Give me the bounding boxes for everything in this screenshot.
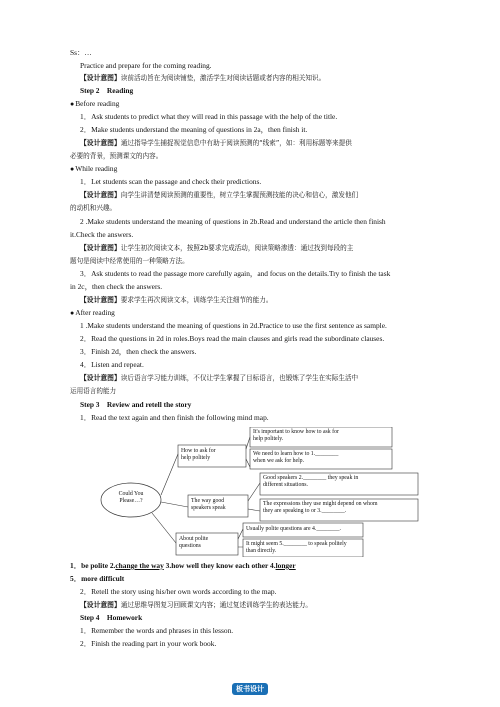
leaf-text-3: Good speakers 2.________ they speak in different situations. <box>263 475 359 488</box>
design-intent-4 <box>80 243 448 253</box>
before-reading-label: Before reading <box>75 99 120 108</box>
board-design-badge: 板书设计 <box>232 683 268 695</box>
design-text: 向学生讲清楚阅读预测的重要性，树立学生掌握预测技能的决心和信心，激发他们 <box>120 191 359 199</box>
design-text-cont: 必要的背景，预测课文的内容。 <box>70 152 163 160</box>
design-intent-3 <box>80 190 448 200</box>
text-line: 2．Make students understand the meaning of questions in 2a，then finish it. <box>80 125 308 134</box>
center-node: Could You Please…? <box>118 491 144 504</box>
branch-polite-questions: About polite questions <box>179 536 209 549</box>
design-text: 通过指导学生捕捉视觉信息中有助于阅读预测的“线索”，如：利用标题等来提供 <box>120 139 352 147</box>
text-line: 1．Let students scan the passage and check their predictions. <box>80 177 262 186</box>
text-line: 3．Ask students to read the passage more carefully again，and focus on the details.Try to finish the task <box>80 269 391 278</box>
text-line: in 2c，then check the answers. <box>70 282 163 291</box>
leaf-text-6: It might seem 5.________ to speak politely than directly. <box>246 541 347 554</box>
text-line: 2 .Make students understand the meaning of questions in 2b.Read and understand the article then finish <box>80 217 386 226</box>
design-tag: 【设计意图】 <box>80 244 121 252</box>
leaf-text-5: Usually polite questions are 4.________. <box>246 526 341 532</box>
step-4-heading: Step 4 Homework <box>80 613 143 622</box>
design-tag: 【设计意图】 <box>80 374 121 382</box>
text-line: 1 .Make students understand the meaning of questions in 2d.Practice to use the first sentence as sample. <box>80 321 387 330</box>
leaf-text-2: We need to learn how to 1.________ when we ask for help. <box>253 451 339 464</box>
answer-underlined: change the way <box>115 561 164 570</box>
text-line: 1．Remember the words and phrases in this lesson. <box>80 626 234 635</box>
design-text-cont: 运用语言的能力 <box>70 387 117 395</box>
design-text: 通过思维导图复习回顾课文内容；通过复述训练学生的表达能力。 <box>120 601 312 609</box>
text-line: 4．Listen and repeat. <box>80 360 144 369</box>
design-tag: 【设计意图】 <box>80 74 121 82</box>
text-line: 3．Finish 2d，then check the answers. <box>80 347 197 356</box>
design-intent-6 <box>80 373 448 383</box>
design-intent-7 <box>80 600 448 610</box>
branch-good-speakers: The way good speakers speak <box>191 498 226 511</box>
text-line: it.Check the answers. <box>70 230 134 239</box>
design-text-cont: 题句是阅读中经常使用的一种策略方法。 <box>70 257 189 265</box>
design-tag: 【设计意图】 <box>80 139 121 147</box>
design-intent-5 <box>80 295 448 305</box>
answer-underlined: longer <box>275 561 296 570</box>
design-text: 读前活动旨在为阅读铺垫，激活学生对阅读话题或者内容的相关知识。 <box>120 74 326 82</box>
while-reading-heading <box>70 164 448 174</box>
design-tag: 【设计意图】 <box>80 601 121 609</box>
text-line: Practice and prepare for the coming reading. <box>80 61 212 70</box>
step-3-heading: Step 3 Review and retell the story <box>80 400 192 409</box>
leaf-text-1: It's important to know how to ask for help politely. <box>253 429 339 442</box>
after-reading-heading <box>70 308 448 318</box>
design-text-cont: 的动机和兴趣。 <box>70 204 117 212</box>
text-line: 2．Read the questions in 2d in roles.Boys read the main clauses and girls read the subordinate clauses. <box>80 334 385 343</box>
design-intent-2 <box>80 138 448 148</box>
answer-text: 3.how well they know each other 4. <box>163 561 276 570</box>
answers-line-1 <box>70 561 448 571</box>
text-line: 2．Retell the story using his/her own words according to the map. <box>80 587 277 596</box>
text-line: 2．Finish the reading part in your work book. <box>80 639 217 648</box>
design-text: 读后语言学习能力训练，不仅让学生掌握了目标语言，也锻炼了学生在实际生活中 <box>120 374 359 382</box>
while-reading-label: While reading <box>75 164 118 173</box>
after-reading-label: After reading <box>75 308 115 317</box>
design-tag: 【设计意图】 <box>80 191 121 199</box>
mind-map <box>100 427 430 557</box>
branch-ask-help: How to ask for help politely <box>181 448 216 461</box>
text-line: 1．Read the text again and then finish the following mind map. <box>80 413 269 422</box>
design-tag: 【设计意图】 <box>80 296 121 304</box>
text-line: 1．Ask students to predict what they will read in this passage with the help of the title. <box>80 112 338 121</box>
design-text: 让学生初次阅读文本，按照2b要求完成活动，阅读策略渗透：通过找到每段的主 <box>120 244 354 252</box>
design-text: 要求学生再次阅读文本，训练学生关注细节的能力。 <box>120 296 273 304</box>
leaf-text-4: The expressions they use might depend on whom they are speaking to or 3.________. <box>263 501 378 514</box>
before-reading-heading <box>70 99 448 109</box>
speaker-line: Ss：… <box>70 48 92 57</box>
design-intent-1 <box>80 73 448 83</box>
answers-line-2: 5．more difficult <box>70 574 125 583</box>
step-2-heading: Step 2 Reading <box>80 86 134 95</box>
answer-text: 1．be polite 2. <box>70 561 116 570</box>
